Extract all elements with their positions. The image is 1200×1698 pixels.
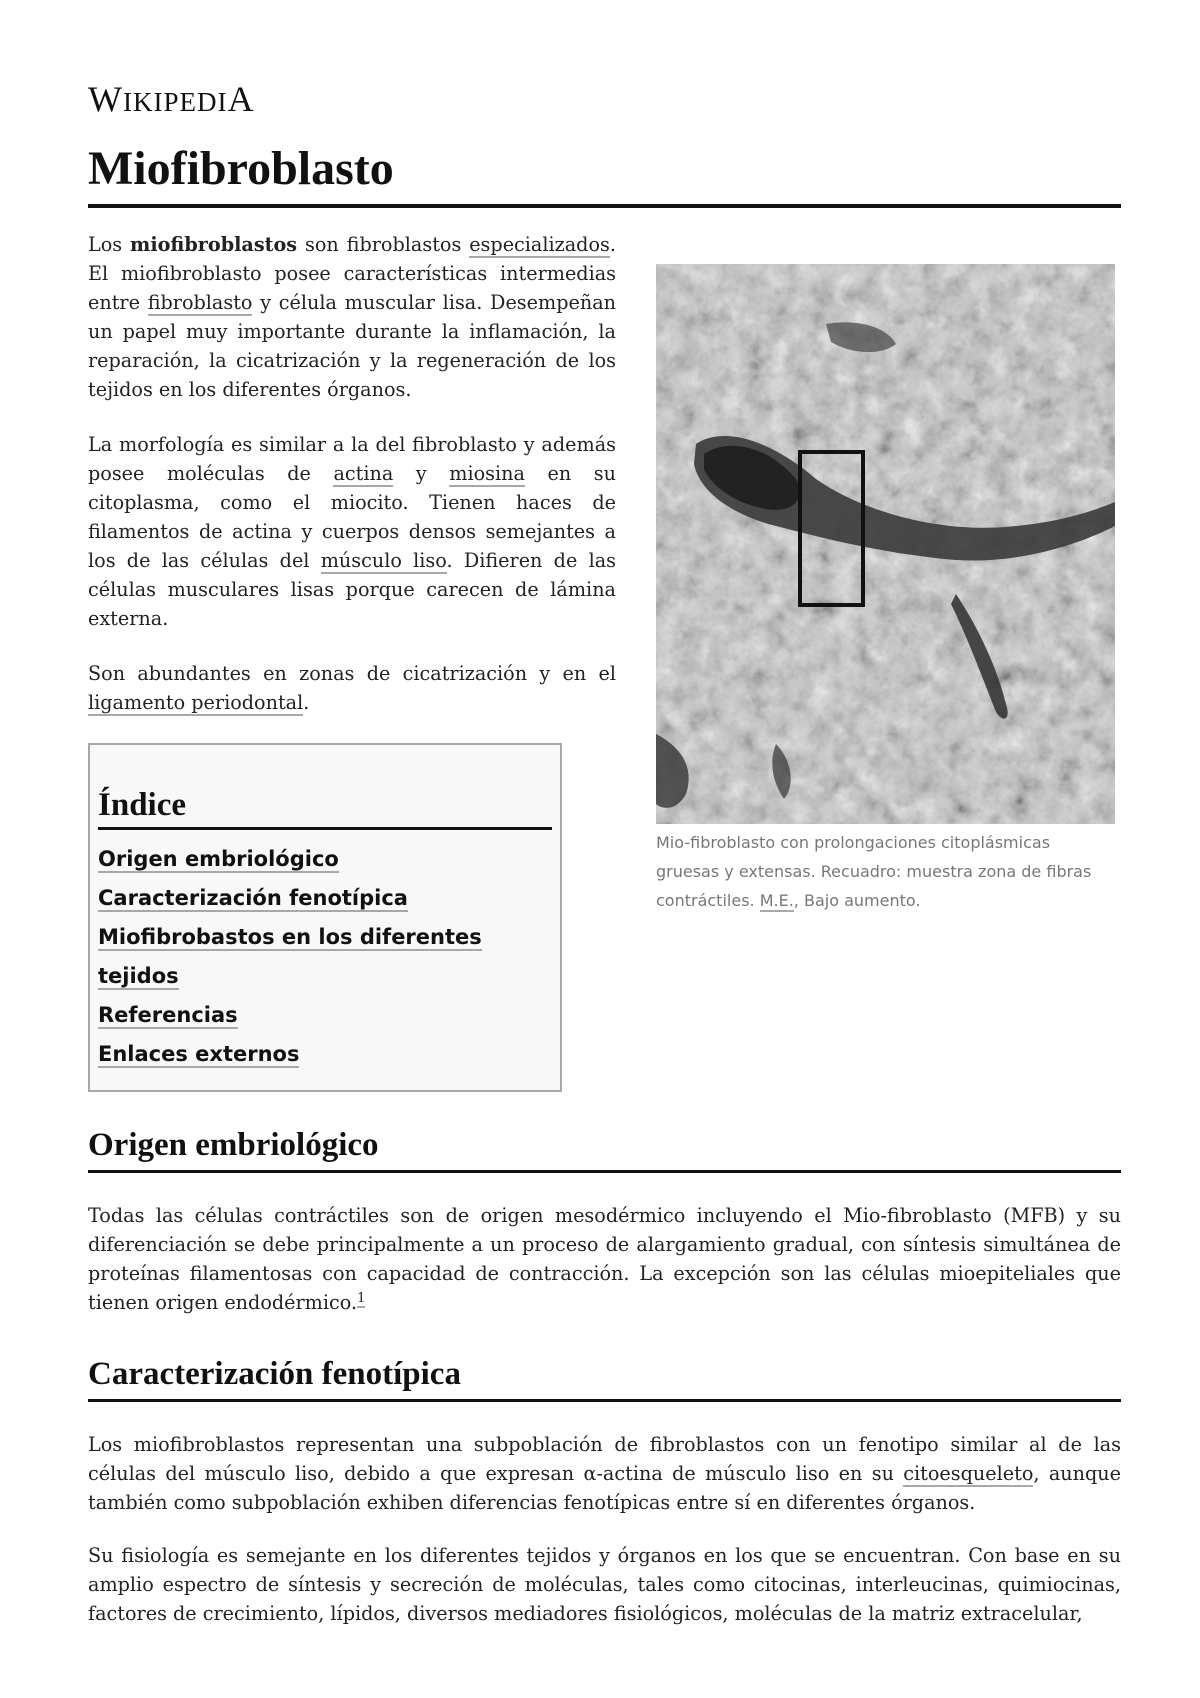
- logo-letter-a: A: [227, 79, 255, 119]
- logo-letter-w: W: [88, 79, 123, 119]
- link-me[interactable]: M.E.: [759, 891, 794, 910]
- intro-paragraph-3: Son abundantes en zonas de cicatrización y en el ligamento periodontal.: [88, 662, 616, 714]
- intro-paragraph-1: Los miofibroblastos son fibroblastos especializados. El miofibroblasto posee características intermedias entre fibroblasto y célula muscular lisa. Desempeñan un papel muy importante durante la inflamación, la reparación, la cicatrización y la regeneración de los tejidos en los diferentes órganos.: [88, 233, 616, 401]
- wikipedia-logo[interactable]: [88, 80, 1121, 118]
- toc-item[interactable]: Origen embriológico: [98, 847, 339, 871]
- page: [88, 80, 1121, 1628]
- table-of-contents: [88, 743, 562, 1092]
- figure: [656, 264, 1122, 915]
- intro-paragraph-2: La morfología es similar a la del fibroblasto y además posee moléculas de actina y miosina en su citoplasma, como el miocito. Tienen haces de filamentos de actina y cuerpos densos semejantes a los de las células del músculo liso. Difieren de las células musculares lisas porque carecen de lámina externa.: [88, 433, 617, 630]
- section-paragraph: Los miofibroblastos representan una subpoblación de fibroblastos con un fenotipo similar al de las células del músculo liso, debido a que expresan α-actina de músculo liso en su citoesqueleto, aunque también como subpoblación exhiben diferencias fenotípicas entre sí en diferentes órganos.: [88, 1433, 1121, 1514]
- section-paragraph: Su fisiología es semejante en los diferentes tejidos y órganos en los que se encuentran. Con base en su amplio espectro de síntesis y secreción de moléculas, tales como citocinas, interleucinas, quimiocinas, factores de crecimiento, lípidos, diversos mediadores fisiológicos, moléculas de la matriz extracelular,: [88, 1544, 1121, 1625]
- toc-item[interactable]: Caracterización fenotípica: [98, 886, 408, 910]
- figure-caption: Mio-fibroblasto con prolongaciones citoplásmicas gruesas y extensas. Recuadro: muestra zona de fibras contráctiles. M.E., Bajo aumento.: [656, 833, 1092, 910]
- toc-item[interactable]: Enlaces externos: [98, 1042, 300, 1066]
- reference-link[interactable]: 1: [357, 1290, 366, 1306]
- micrograph-image[interactable]: [656, 264, 1115, 824]
- toc-item[interactable]: Miofibrobastos en los diferentes tejidos: [98, 925, 482, 988]
- link-musculo-liso[interactable]: músculo liso: [320, 549, 447, 572]
- link-especializados[interactable]: especializados: [469, 233, 610, 256]
- toc-item[interactable]: Referencias: [98, 1003, 238, 1027]
- link-miosina[interactable]: miosina: [449, 462, 525, 485]
- toc-list: [98, 840, 552, 1074]
- link-ligamento-periodontal[interactable]: ligamento periodontal: [88, 691, 304, 714]
- term-bold: miofibroblastos: [130, 233, 298, 256]
- intro-section: [88, 230, 1121, 1092]
- link-actina[interactable]: actina: [333, 462, 394, 485]
- link-citoesqueleto[interactable]: citoesqueleto: [903, 1462, 1034, 1485]
- intro-text: [88, 230, 616, 1092]
- toc-title: Índice: [98, 785, 552, 830]
- section-paragraph: Todas las células contráctiles son de origen mesodérmico incluyendo el Mio-fibroblasto (MFB) y su diferenciación se debe principalmente a un proceso de alargamiento gradual, con síntesis simultánea de proteínas filamentosas con capacidad de contracción. La excepción son las células mioepiteliales que tienen origen endodérmico.$^1$: [88, 1204, 1121, 1314]
- link-fibroblasto[interactable]: fibroblasto: [147, 291, 253, 314]
- section-heading: Caracterización fenotípica: [88, 1353, 1121, 1402]
- logo-letters: IKIPEDI: [122, 87, 228, 117]
- section-origen: [88, 1124, 1121, 1317]
- section-caracterizacion: [88, 1353, 1121, 1628]
- page-title: Miofibroblasto: [88, 140, 1121, 208]
- section-heading: Origen embriológico: [88, 1124, 1121, 1173]
